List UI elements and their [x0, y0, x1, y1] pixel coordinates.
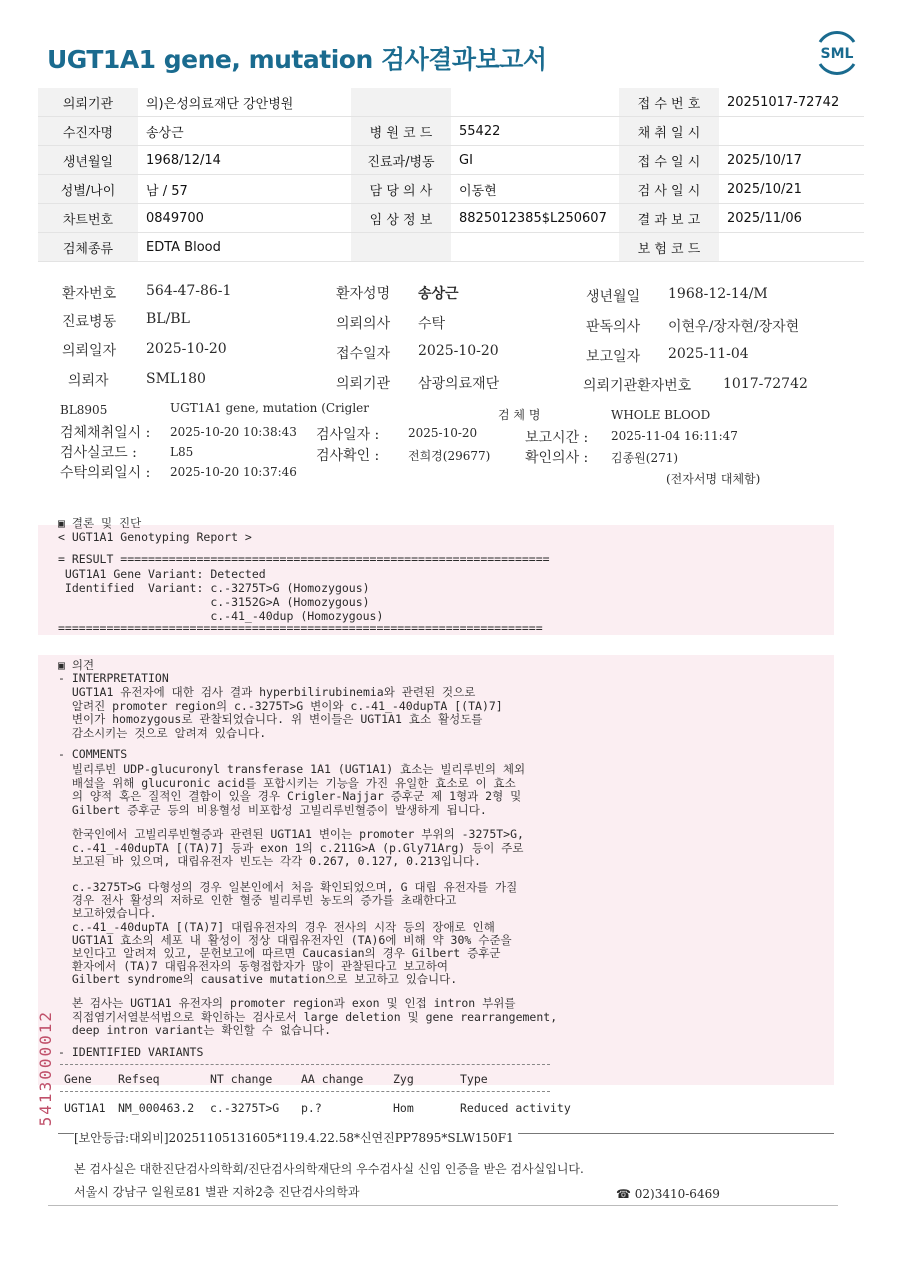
side-serial-number: 5413000012 — [36, 1010, 55, 1127]
report-date-value: 2025-11-04 — [668, 346, 749, 362]
comments-heading: - COMMENTS — [58, 747, 128, 761]
comments-line: c.-3275T>G 다형성의 경우 일본인에서 처음 확인되었으며, G 대립 유전자를 가질 — [58, 880, 518, 894]
interpretation-line: 알려진 promoter region의 c.-3275T>G 변이와 c.-41_-40dupTA [(TA)7] — [58, 698, 503, 713]
info-row — [38, 117, 864, 146]
patient-no-value: 564-47-86-1 — [146, 283, 232, 299]
info-value: GI — [451, 146, 619, 175]
interpretation-line: 감소시키는 것으로 알려져 있습니다. — [58, 725, 267, 740]
comments-line: c.-41_-40dupTA [(TA)7] 대립유전자의 경우 전사의 시작 등의 장애로 인해 — [58, 919, 495, 934]
info-row — [38, 204, 864, 233]
info-row — [38, 233, 864, 262]
info-label: 결 과 보 고 — [619, 204, 719, 233]
info-value: 2025/10/17 — [719, 146, 864, 175]
specimen-label: 검 체 명 — [498, 408, 541, 422]
variants-column-header: Zyg — [393, 1072, 414, 1086]
reader-value: 이현우/장자현/장자현 — [668, 319, 800, 335]
info-value: EDTA Blood — [138, 233, 351, 262]
info-label — [351, 88, 451, 117]
info-label: 의뢰기관 — [38, 88, 138, 117]
comments-line: 보인다고 알려져 있고, 문헌보고에 따르면 Caucasian의 경우 Gilbert 증후군 — [58, 946, 501, 960]
comments-line: 빌리루빈 UDP-glucuronyl transferase 1A1 (UGT1A1) 효소는 빌리루빈의 체외 — [58, 762, 526, 776]
variants-cell: c.-3275T>G — [210, 1101, 280, 1115]
interpretation-line: UGT1A1 유전자에 대한 검사 결과 hyperbilirubinemia와 관련된 것으로 — [58, 685, 476, 699]
comments-line: 보고된 바 있으며, 대립유전자 빈도는 각각 0.267, 0.127, 0.213입니다. — [58, 854, 481, 868]
opinion-heading: ▣ 의견 — [58, 658, 95, 672]
info-label: 채 취 일 시 — [619, 117, 719, 146]
receive-date-label: 접수일자 — [336, 346, 391, 362]
info-label: 보 험 코 드 — [619, 233, 719, 262]
info-value — [451, 233, 619, 262]
identified-variant-2: c.-3152G>A (Homozygous) — [58, 595, 370, 609]
dob-label: 생년월일 — [586, 289, 641, 305]
info-value: 20251017-72742 — [719, 88, 864, 117]
variants-cell: UGT1A1 — [64, 1101, 106, 1115]
result-section-heading: ▣ 결론 및 진단 — [58, 516, 142, 530]
identified-variant-3: c.-41_-40dup (Homozygous) — [58, 609, 384, 623]
confirm-value: 전희경(29677) — [408, 449, 491, 463]
info-row — [38, 175, 864, 204]
comments-line: c.-41_-40dupTA [(TA)7] 등과 exon 1의 c.211G>A (p.Gly71Arg) 등이 주로 — [58, 840, 524, 855]
ward-value: BL/BL — [146, 311, 190, 327]
info-label: 접 수 번 호 — [619, 88, 719, 117]
request-date-label: 의뢰일자 — [62, 343, 117, 359]
variants-column-header: Refseq — [118, 1072, 160, 1086]
variants-cell: Reduced activity — [460, 1101, 571, 1115]
info-value: 2025/11/06 — [719, 204, 864, 233]
report-title: < UGT1A1 Genotyping Report > — [58, 530, 252, 544]
info-value — [451, 88, 619, 117]
check-doctor-value: 김종원(271) — [611, 451, 679, 465]
variants-top-rule — [60, 1064, 550, 1065]
sml-logo — [812, 28, 862, 78]
info-value: 이동현 — [451, 175, 619, 204]
inst-patient-no-value: 1017-72742 — [723, 376, 808, 392]
collection-time-value: 2025-10-20 10:38:43 — [170, 425, 297, 439]
identified-variant-1: Identified Variant: c.-3275T>G (Homozygous) — [58, 581, 370, 595]
lab-address: 서울시 강남구 일원로81 별관 지하2층 진단검사의학과 — [74, 1185, 360, 1199]
confirm-label: 검사확인 : — [316, 448, 380, 464]
comments-line: Gilbert 증후군 등의 비용혈성 비포합성 고빌리루빈혈증이 발생하게 됩니다. — [58, 802, 487, 817]
test-date-label: 검사일자 : — [316, 427, 380, 443]
report-date-label: 보고일자 — [586, 349, 641, 365]
order-time-label: 수탁의뢰일시 : — [60, 465, 151, 481]
check-doctor-label: 확인의사 : — [525, 450, 589, 466]
info-value — [719, 117, 864, 146]
lab-code-label: 검사실코드 : — [60, 445, 137, 461]
inst-patient-no-label: 의뢰기관환자번호 — [583, 378, 692, 394]
certification-line: 본 검사실은 대한진단검사의학회/진단검사의학재단의 우수검사실 신임 인증을 받은 검사실입니다. — [74, 1162, 584, 1176]
report-time-label: 보고시간 : — [525, 430, 589, 446]
bottom-rule — [48, 1205, 838, 1206]
comments-line: 보고하였습니다. — [58, 906, 157, 921]
result-end-line: ====================================================================== — [58, 621, 543, 635]
comments-line: 직접염기서열분석법으로 확인하는 검사로서 large deletion 및 gene rearrangement, — [58, 1009, 558, 1024]
page-title: UGT1A1 gene, mutation 검사결과보고서 — [47, 45, 547, 74]
dob-value: 1968-12-14/M — [668, 286, 768, 302]
doctor-label: 의뢰의사 — [336, 316, 391, 332]
variants-column-header: NT change — [210, 1072, 273, 1086]
comments-line: 경우 전사 활성의 저하로 인한 혈중 빌리루빈 농도의 증가를 초래한다고 — [58, 893, 457, 908]
info-value: 55422 — [451, 117, 619, 146]
test-date-value: 2025-10-20 — [408, 426, 478, 440]
info-label — [351, 233, 451, 262]
scanned-report — [38, 265, 864, 1225]
variants-cell: NM_000463.2 — [118, 1101, 195, 1115]
specimen-value: WHOLE BLOOD — [611, 408, 711, 422]
test-code: BL8905 — [60, 403, 108, 417]
info-value: 8825012385$L250607 — [451, 204, 619, 233]
variants-column-header: Gene — [64, 1072, 92, 1086]
variants-mid-rule — [60, 1091, 550, 1092]
comments-line: 한국인에서 고빌리루빈혈증과 관련된 UGT1A1 변이는 promoter 부위의 -3275T>G, — [58, 827, 524, 841]
lab-phone: ☎ 02)3410-6469 — [616, 1187, 720, 1201]
patient-name-value: 송상근 — [418, 286, 459, 302]
lab-code-value: L85 — [170, 445, 194, 459]
report-time-value: 2025-11-04 16:11:47 — [611, 429, 738, 443]
doctor-value: 수탁 — [418, 316, 446, 332]
interpretation-heading: - INTERPRETATION — [58, 671, 169, 685]
variants-cell: p.? — [301, 1101, 322, 1115]
result-line: = RESULT ============================================================== — [58, 552, 550, 566]
institution-label: 의뢰기관 — [336, 376, 391, 392]
client-value: SML180 — [146, 371, 206, 387]
comments-line: deep intron variant는 확인할 수 없습니다. — [58, 1023, 332, 1037]
info-value: 송상근 — [138, 117, 351, 146]
info-value — [719, 233, 864, 262]
e-signature-note: (전자서명 대체함) — [666, 472, 761, 486]
order-time-value: 2025-10-20 10:37:46 — [170, 465, 297, 479]
variants-column-header: AA change — [301, 1072, 364, 1086]
info-value: 1968/12/14 — [138, 146, 351, 175]
interpretation-line: 변이가 homozygous로 관찰되었습니다. 위 변이들은 UGT1A1 효소 활성도를 — [58, 712, 483, 726]
comments-line: 환자에서 (TA)7 대립유전자의 동형접합자가 많이 관찰된다고 보고하여 — [58, 959, 448, 974]
info-label: 담 당 의 사 — [351, 175, 451, 204]
info-value: 남 / 57 — [138, 175, 351, 204]
info-label: 생년월일 — [38, 146, 138, 175]
security-line: [보안등급:대외비]20251105131605*119.4.22.58*신연진PP7895*SLW150F1 — [74, 1129, 518, 1146]
info-label: 병 원 코 드 — [351, 117, 451, 146]
info-label: 성별/나이 — [38, 175, 138, 204]
info-row — [38, 146, 864, 175]
info-label: 검 사 일 시 — [619, 175, 719, 204]
receive-date-value: 2025-10-20 — [418, 343, 499, 359]
comments-line: 의 양적 혹은 질적인 결함이 있을 경우 Crigler-Najjar 증후군 제 1형과 2형 및 — [58, 789, 522, 803]
collection-time-label: 검체채취일시 : — [60, 425, 151, 441]
info-label: 수진자명 — [38, 117, 138, 146]
request-date-value: 2025-10-20 — [146, 341, 227, 357]
logo-text: SML — [820, 46, 854, 62]
comments-line: UGT1A1 효소의 세포 내 활성이 정상 대립유전자인 (TA)6에 비해 약 30% 수준을 — [58, 932, 512, 947]
variants-column-header: Type — [460, 1072, 488, 1086]
test-name: UGT1A1 gene, mutation (Crigler — [170, 401, 370, 415]
comments-line: Gilbert syndrome의 causative mutation으로 보고하고 있습니다. — [58, 972, 458, 987]
patient-name-label: 환자성명 — [336, 286, 391, 302]
info-label: 임 상 정 보 — [351, 204, 451, 233]
info-value: 의)은성의료재단 강안병원 — [138, 88, 351, 117]
info-value: 0849700 — [138, 204, 351, 233]
patient-info-table — [38, 88, 864, 262]
ward-label: 진료병동 — [62, 314, 117, 330]
variants-cell: Hom — [393, 1101, 414, 1115]
gene-variant: UGT1A1 Gene Variant: Detected — [58, 567, 266, 581]
info-label: 접 수 일 시 — [619, 146, 719, 175]
patient-no-label: 환자번호 — [62, 286, 117, 302]
info-row — [38, 88, 864, 117]
reader-label: 판독의사 — [586, 319, 641, 335]
comments-line: 본 검사는 UGT1A1 유전자의 promoter region과 exon 및 인접 intron 부위를 — [58, 996, 516, 1010]
info-label: 진료과/병동 — [351, 146, 451, 175]
info-label: 차트번호 — [38, 204, 138, 233]
comments-line: 배설을 위해 glucuronic acid를 포합시키는 기능을 가진 유일한 효소로 이 효소 — [58, 775, 516, 790]
info-label: 검체종류 — [38, 233, 138, 262]
client-label: 의뢰자 — [68, 373, 109, 389]
institution-value: 삼광의료재단 — [418, 376, 500, 392]
variants-heading: - IDENTIFIED VARIANTS — [58, 1045, 204, 1059]
info-value: 2025/10/21 — [719, 175, 864, 204]
